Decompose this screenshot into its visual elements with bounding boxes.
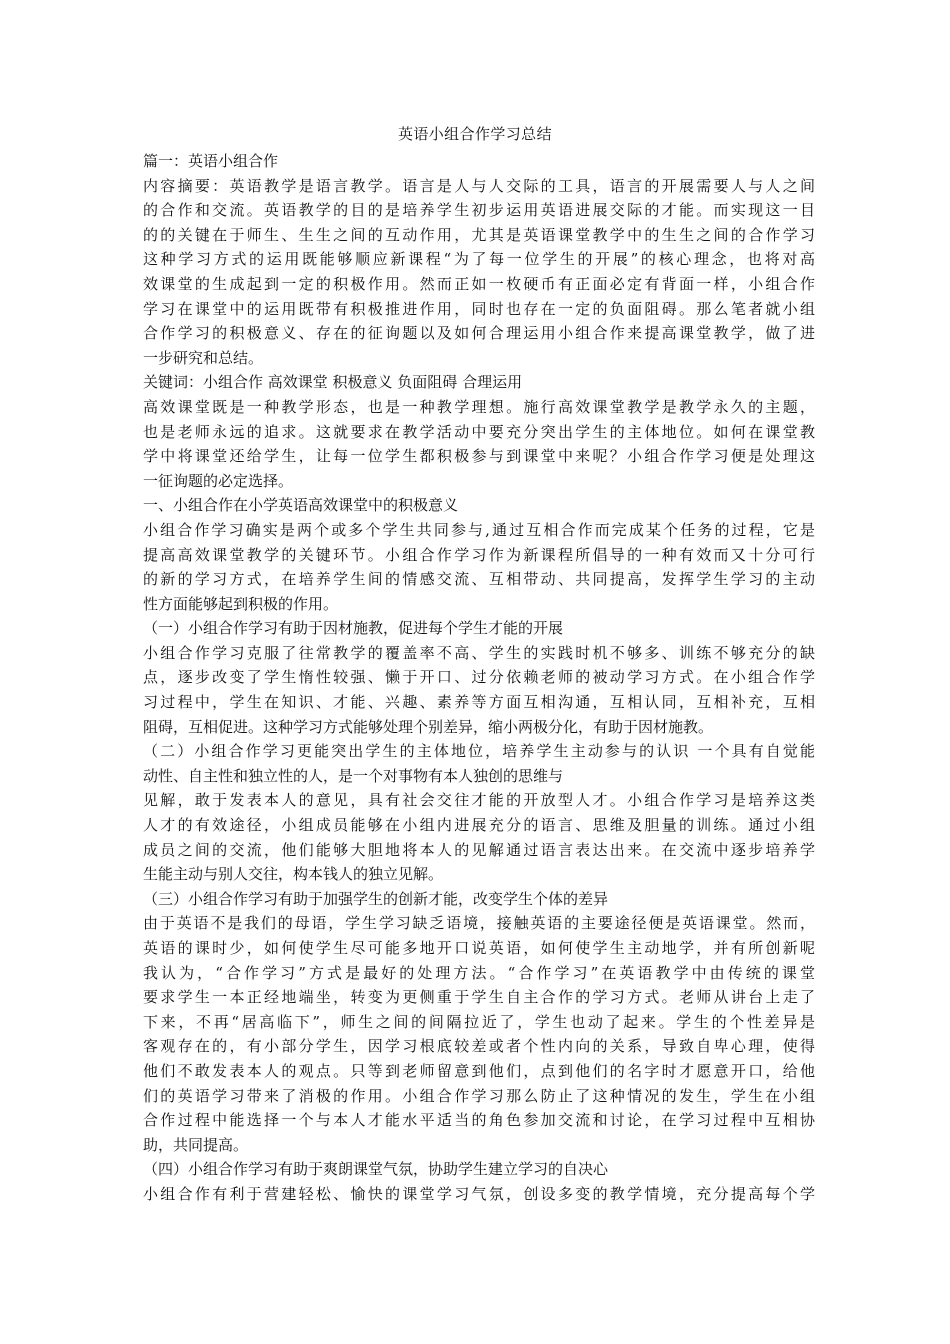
text-line: （一）小组合作学习有助于因材施教，促进每个学生才能的开展 [143, 619, 564, 638]
text-line: 要求学生一本正经地端坐，转变为更侧重于学生自主合作的学习方式。老师从讲台上走了 [143, 988, 815, 1007]
text-line: 内容摘要：英语教学是语言教学。语言是人与人交际的工具，语言的开展需要人与人之间 [143, 176, 815, 195]
text-line: 他们不敢发表本人的观点。只等到老师留意到他们，点到他们的名字时才愿意开口，给他 [143, 1061, 815, 1080]
text-line: 性方面能够起到积极的作用。 [143, 594, 339, 613]
text-line: 提高高效课堂教学的关键环节。小组合作学习作为新课程所倡导的一种有效而又十分可行 [143, 545, 815, 564]
text-line: 学中将课堂还给学生，让每一位学生都积极参与到课堂中来呢？小组合作学习便是处理这 [143, 447, 815, 466]
text-line: 阻碍，互相促进。这种学习方式能够处理个别差异，缩小两极分化，有助于因材施教。 [143, 717, 714, 736]
text-line: 习过程中，学生在知识、才能、兴趣、素养等方面互相沟通，互相认同，互相补充，互相 [143, 693, 815, 712]
text-line: 由于英语不是我们的母语，学生学习缺乏语境，接触英语的主要途径便是英语课堂。然而， [143, 914, 815, 933]
text-line: 生能主动与别人交往，构本钱人的独立见解。 [143, 865, 444, 884]
text-line: 这种学习方式的运用既能够顺应新课程“为了每一位学生的开展”的核心理念，也将对高 [143, 250, 815, 269]
text-line: 动性、自主性和独立性的人，是一个对事物有本人独创的思维与 [143, 766, 564, 785]
text-line: 篇一：英语小组合作 [143, 152, 279, 170]
text-line: 助，共同提高。 [143, 1135, 249, 1154]
text-line: 见解，敢于发表本人的意见，具有社会交往才能的开放型人才。小组合作学习是培养这类 [143, 791, 815, 810]
text-line: 下来，不再“居高临下”，师生之间的间隔拉近了，学生也动了起来。学生的个性差异是 [143, 1012, 815, 1031]
text-line: 小组合作学习确实是两个或多个学生共同参与,通过互相合作而完成某个任务的过程，它是 [143, 520, 815, 539]
text-line: （四）小组合作学习有助于爽朗课堂气氛，协助学生建立学习的自决心 [143, 1160, 609, 1179]
text-line: 一步研究和总结。 [143, 348, 264, 367]
text-line: 学习在课堂中的运用既带有积极推进作用，同时也存在一定的负面阻碍。那么笔者就小组 [143, 299, 815, 318]
text-line: 合作过程中能选择一个与本人才能水平适当的角色参加交流和讨论，在学习过程中互相协 [143, 1111, 815, 1130]
text-line: 一征询题的必定选择。 [143, 471, 294, 490]
text-line: 人才的有效途径，小组成员能够在小组内进展充分的语言、思维及胆量的训练。通过小组 [143, 816, 815, 835]
document-body [143, 149, 815, 1207]
text-line: 关键词：小组合作 高效课堂 积极意义 负面阻碍 合理运用 [143, 373, 523, 392]
text-line: 也是老师永远的追求。这就要求在教学活动中要充分突出学生的主体地位。如何在课堂教 [143, 422, 815, 441]
text-line: 我认为，“合作学习”方式是最好的处理方法。“合作学习”在英语教学中由传统的课堂 [143, 963, 815, 982]
document-title: 英语小组合作学习总结 [397, 125, 552, 143]
text-line: 客观存在的，有小部分学生，因学习根底较差或者个性内向的关系，导致自卑心理，使得 [143, 1037, 815, 1056]
text-line: 合作学习的积极意义、存在的征询题以及如何合理运用小组合作来提高课堂教学，做了进 [143, 324, 815, 343]
text-line: 的的关键在于师生、生生之间的互动作用，尤其是英语课堂教学中的生生之间的合作学习 [143, 225, 815, 244]
text-line: （三）小组合作学习有助于加强学生的创新才能，改变学生个体的差异 [143, 889, 609, 908]
text-line: 的合作和交流。英语教学的目的是培养学生初步运用英语进展交际的才能。而实现这一目 [143, 201, 815, 220]
text-line: 点，逐步改变了学生惰性较强、懒于开口、过分依赖老师的被动学习方式。在小组合作学 [143, 668, 815, 687]
text-line: 的新的学习方式，在培养学生间的情感交流、互相带动、共同提高，发挥学生学习的主动 [143, 570, 815, 589]
text-line: 一、小组合作在小学英语高效课堂中的积极意义 [143, 496, 459, 515]
text-line: 英语的课时少，如何使学生尽可能多地开口说英语，如何使学生主动地学，并有所创新呢 [143, 939, 815, 957]
text-line: 效课堂的生成起到一定的积极作用。然而正如一枚硬币有正面必定有背面一样，小组合作 [143, 274, 815, 293]
text-line: 小组合作有利于营建轻松、愉快的课堂学习气氛，创设多变的教学情境，充分提高每个学 [143, 1184, 815, 1203]
text-line: 高效课堂既是一种教学形态，也是一种教学理想。施行高效课堂教学是教学永久的主题， [143, 397, 815, 416]
text-line: 小组合作学习克服了往常教学的覆盖率不高、学生的实践时机不够多、训练不够充分的缺 [143, 643, 815, 662]
text-line: （二）小组合作学习更能突出学生的主体地位，培养学生主动参与的认识 一个具有自觉能 [143, 742, 815, 761]
text-line: 们的英语学习带来了消极的作用。小组合作学习那么防止了这种情况的发生，学生在小组 [143, 1086, 815, 1105]
text-line: 成员之间的交流，他们能够大胆地将本人的见解通过语言表达出来。在交流中逐步培养学 [143, 840, 815, 859]
